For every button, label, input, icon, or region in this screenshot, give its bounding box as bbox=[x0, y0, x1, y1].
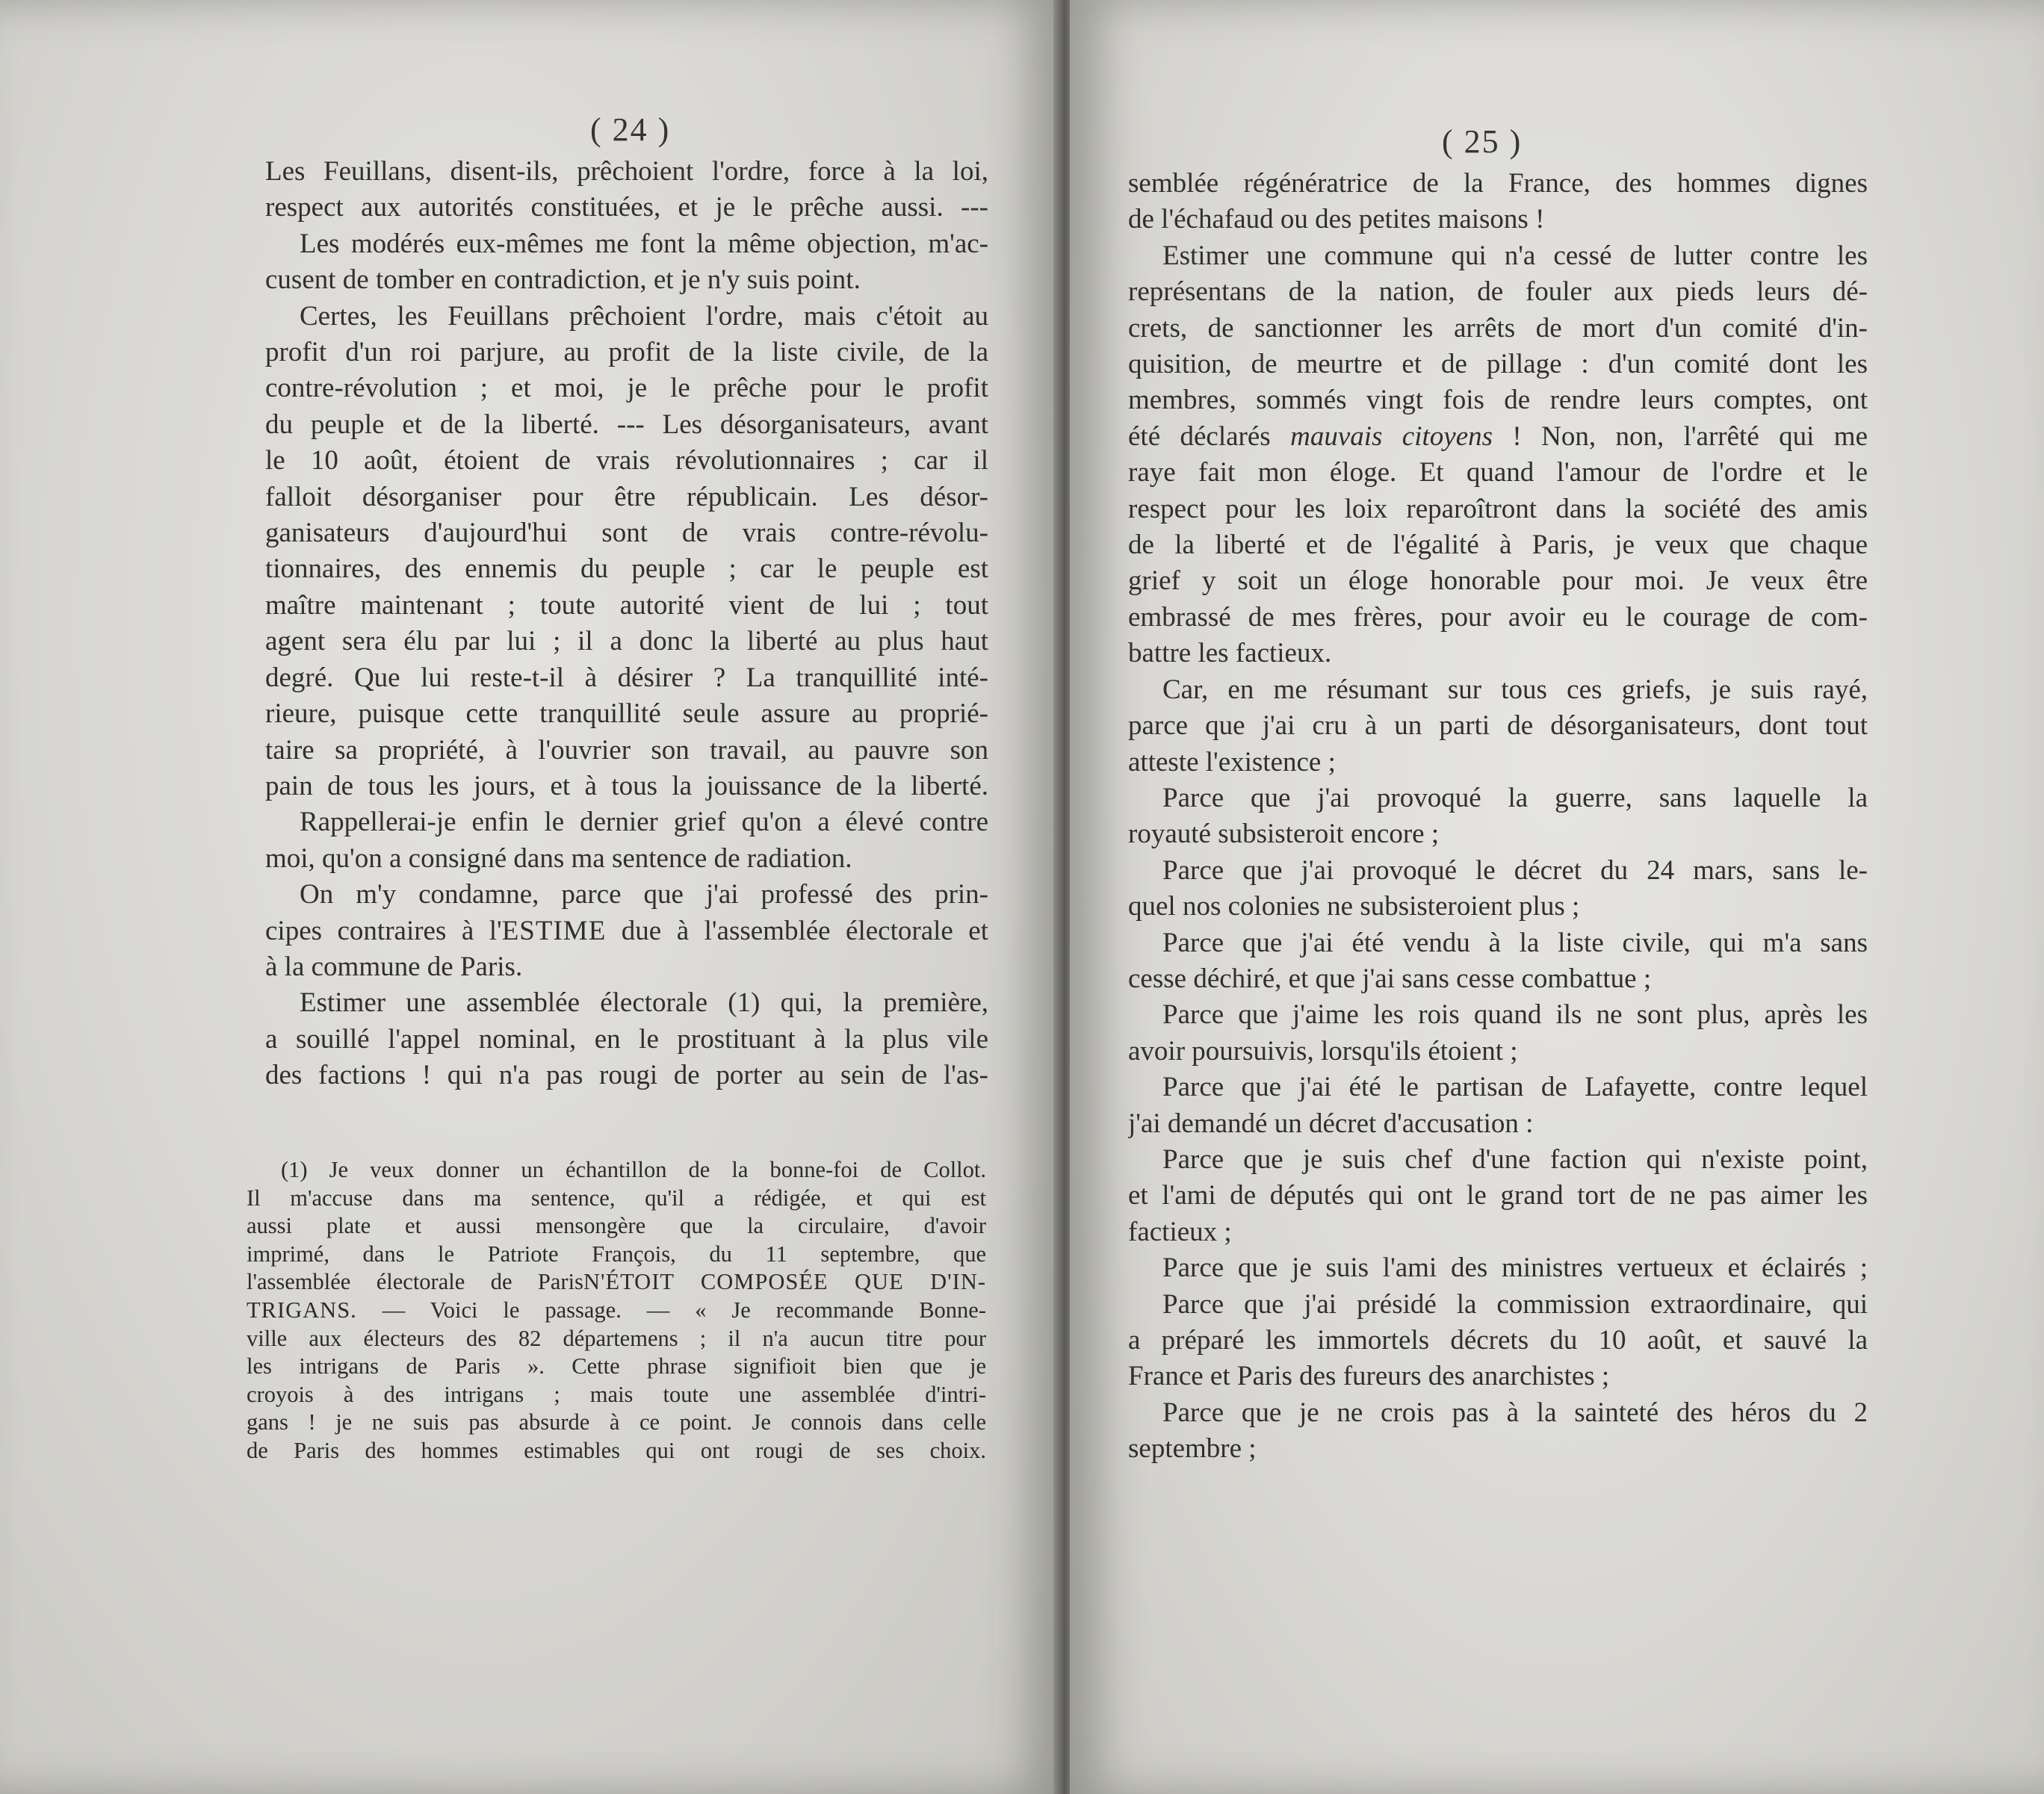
text-line: de la liberté et de l'égalité à Paris, je veux que chaque bbox=[1128, 530, 1868, 561]
text-line: Parce que je suis l'ami des ministres vertueux et éclairés ; bbox=[1162, 1253, 1868, 1284]
text-fragment: ! Non, non, l'arrêté qui me bbox=[1493, 420, 1868, 452]
footnote-line: ville aux électeurs des 82 départemens ; il n'a aucun titre pour bbox=[247, 1325, 986, 1351]
text-line: Estimer une commune qui n'a cessé de lutter contre les bbox=[1162, 240, 1868, 271]
text-line bbox=[265, 913, 988, 949]
text-line: des factions ! qui n'a pas rougi de porter au sein de l'as- bbox=[265, 1060, 988, 1091]
text-line: battre les factieux. bbox=[1128, 638, 1332, 669]
text-line bbox=[1128, 419, 1868, 455]
text-fragment: cipes contraires à l' bbox=[265, 915, 502, 946]
text-line: rieure, puisque cette tranquillité seule assure au proprié- bbox=[265, 698, 988, 730]
text-line: Certes, les Feuillans prêchoient l'ordre, mais c'étoit au bbox=[300, 300, 988, 332]
right-body-text bbox=[1128, 166, 1868, 1468]
text-line: cesse déchiré, et que j'ai sans cesse combattue ; bbox=[1128, 963, 1652, 994]
text-line: taire sa propriété, à l'ouvrier son travail, au pauvre son bbox=[265, 734, 988, 766]
right-page bbox=[1070, 0, 2044, 1794]
footnote bbox=[247, 1156, 986, 1465]
text-line: France et Paris des fureurs des anarchistes ; bbox=[1128, 1361, 1610, 1392]
text-line: profit d'un roi parjure, au profit de la liste civile, de la bbox=[265, 337, 988, 368]
text-line: à la commune de Paris. bbox=[265, 951, 523, 982]
text-line: crets, de sanctionner les arrêts de mort d'un comité d'in- bbox=[1128, 312, 1868, 344]
text-line: embrassé de mes frères, pour avoir eu le courage de com- bbox=[1128, 601, 1868, 633]
text-fragment: été déclarés bbox=[1128, 420, 1291, 452]
text-line: avoir poursuivis, lorsqu'ils étoient ; bbox=[1128, 1035, 1518, 1067]
text-line: Parce que j'ai été le partisan de Lafayette, contre lequel bbox=[1162, 1072, 1868, 1103]
page-number-left: ( 24 ) bbox=[590, 111, 671, 148]
text-line: grief y soit un éloge honorable pour moi. Je veux être bbox=[1128, 565, 1868, 597]
small-caps-phrase: TRIGANS. bbox=[247, 1297, 357, 1323]
text-line: maître maintenant ; toute autorité vient de lui ; tout bbox=[265, 589, 988, 621]
text-line: Parce que j'ai provoqué le décret du 24 mars, sans le- bbox=[1162, 854, 1868, 886]
text-line: de l'échafaud ou des petites maisons ! bbox=[1128, 204, 1545, 235]
text-line: atteste l'existence ; bbox=[1128, 746, 1336, 777]
text-line: a souillé l'appel nominal, en le prostituant à la plus vile bbox=[265, 1023, 988, 1055]
footnote-line: les intrigans de Paris ». Cette phrase signifioit bien que je bbox=[247, 1353, 986, 1379]
text-line: On m'y condamne, parce que j'ai professé des prin- bbox=[300, 879, 988, 910]
text-line: membres, sommés vingt fois de rendre leurs comptes, ont bbox=[1128, 385, 1868, 416]
text-line: Rappellerai-je enfin le dernier grief qu'on a élevé contre bbox=[300, 807, 988, 838]
text-line: j'ai demandé un décret d'accusation : bbox=[1128, 1108, 1534, 1139]
page-number-right: ( 25 ) bbox=[1442, 123, 1523, 160]
text-line: ganisateurs d'aujourd'hui sont de vrais contre-révolu- bbox=[265, 518, 988, 549]
footnote-line bbox=[247, 1268, 986, 1297]
text-line: factieux ; bbox=[1128, 1216, 1232, 1247]
text-line: représentans de la nation, de fouler aux pieds leurs dé- bbox=[1128, 276, 1868, 308]
text-line: Parce que je ne crois pas à la sainteté des héros du 2 bbox=[1162, 1397, 1868, 1428]
left-body-text bbox=[265, 154, 988, 1094]
text-line: degré. Que lui reste-t-il à désirer ? La tranquillité inté- bbox=[265, 662, 988, 693]
text-line: respect pour les loix reparoîtront dans la société des amis bbox=[1128, 493, 1868, 524]
text-line: du peuple et de la liberté. --- Les désorganisateurs, avant bbox=[265, 409, 988, 440]
footnote-line: (1) Je veux donner un échantillon de la bonne-foi de Collot. bbox=[281, 1157, 986, 1182]
text-line: Parce que j'aime les rois quand ils ne sont plus, après les bbox=[1162, 999, 1868, 1031]
text-line: septembre ; bbox=[1128, 1433, 1257, 1465]
text-line: agent sera élu par lui ; il a donc la liberté au plus haut bbox=[265, 626, 988, 657]
text-line: et l'ami de députés qui ont le grand tort de ne pas aimer les bbox=[1128, 1180, 1868, 1211]
footnote-line: gans ! je ne suis pas absurde à ce point. Je connois dans celle bbox=[247, 1409, 986, 1435]
text-line: Parce que j'ai provoqué la guerre, sans laquelle la bbox=[1162, 782, 1868, 813]
small-caps-phrase: N'ÉTOIT COMPOSÉE QUE D'IN- bbox=[583, 1269, 986, 1295]
footnote-line bbox=[247, 1297, 986, 1325]
footnote-line: aussi plate et aussi mensongère que la circulaire, d'avoir bbox=[247, 1213, 986, 1239]
small-caps-word: ESTIME bbox=[501, 915, 607, 946]
text-line: Parce que j'ai présidé la commission extraordinaire, qui bbox=[1162, 1288, 1868, 1320]
text-line: pain de tous les jours, et à tous la jouissance de la liberté. bbox=[265, 770, 988, 801]
text-line: Parce que je suis chef d'une faction qui n'existe point, bbox=[1162, 1143, 1868, 1175]
text-line: Les Feuillans, disent-ils, prêchoient l'ordre, force à la loi, bbox=[265, 156, 988, 187]
text-line: semblée régénératrice de la France, des hommes dignes bbox=[1128, 168, 1868, 199]
text-line: cusent de tomber en contradiction, et je n'y suis point. bbox=[265, 264, 861, 296]
text-line: royauté subsisteroit encore ; bbox=[1128, 819, 1440, 850]
text-line: quel nos colonies ne subsisteroient plus ; bbox=[1128, 891, 1580, 922]
text-line: le 10 août, étoient de vrais révolutionnaires ; car il bbox=[265, 445, 988, 477]
text-fragment: due à l'assemblée électorale et bbox=[606, 915, 988, 946]
text-line: a préparé les immortels décrets du 10 août, et sauvé la bbox=[1128, 1325, 1868, 1356]
text-fragment: l'assemblée électorale de Paris bbox=[247, 1269, 583, 1295]
text-line: moi, qu'on a consigné dans ma sentence de radiation. bbox=[265, 842, 852, 874]
footnote-line: de Paris des hommes estimables qui ont rougi de ses choix. bbox=[247, 1437, 986, 1463]
text-line: Estimer une assemblée électorale (1) qui, la première, bbox=[300, 987, 988, 1019]
footnote-line: croyois à des intrigans ; mais toute une assemblée d'intri- bbox=[247, 1381, 986, 1407]
text-line: contre-révolution ; et moi, je le prêche pour le profit bbox=[265, 373, 988, 404]
text-line: Car, en me résumant sur tous ces griefs, je suis rayé, bbox=[1162, 674, 1868, 705]
text-line: Les modérés eux-mêmes me font la même objection, m'ac- bbox=[300, 228, 988, 259]
text-line: tionnaires, des ennemis du peuple ; car le peuple est bbox=[265, 553, 988, 585]
footnote-line: imprimé, dans le Patriote François, du 11 septembre, que bbox=[247, 1241, 986, 1267]
text-line: parce que j'ai cru à un parti de désorganisateurs, dont tout bbox=[1128, 710, 1868, 742]
text-fragment: — Voici le passage. — « Je recommande Bonne- bbox=[356, 1297, 986, 1323]
text-line: falloit désorganiser pour être républicain. Les désor- bbox=[265, 481, 988, 512]
footnote-line: Il m'accuse dans ma sentence, qu'il a rédigée, et qui est bbox=[247, 1185, 986, 1211]
italic-phrase: mauvais citoyens bbox=[1290, 420, 1493, 452]
text-line: quisition, de meurtre et de pillage : d'un comité dont les bbox=[1128, 349, 1868, 380]
text-line: Parce que j'ai été vendu à la liste civile, qui m'a sans bbox=[1162, 927, 1868, 958]
text-line: raye fait mon éloge. Et quand l'amour de l'ordre et le bbox=[1128, 457, 1868, 488]
text-line: respect aux autorités constituées, et je le prêche aussi. --- bbox=[265, 192, 988, 223]
